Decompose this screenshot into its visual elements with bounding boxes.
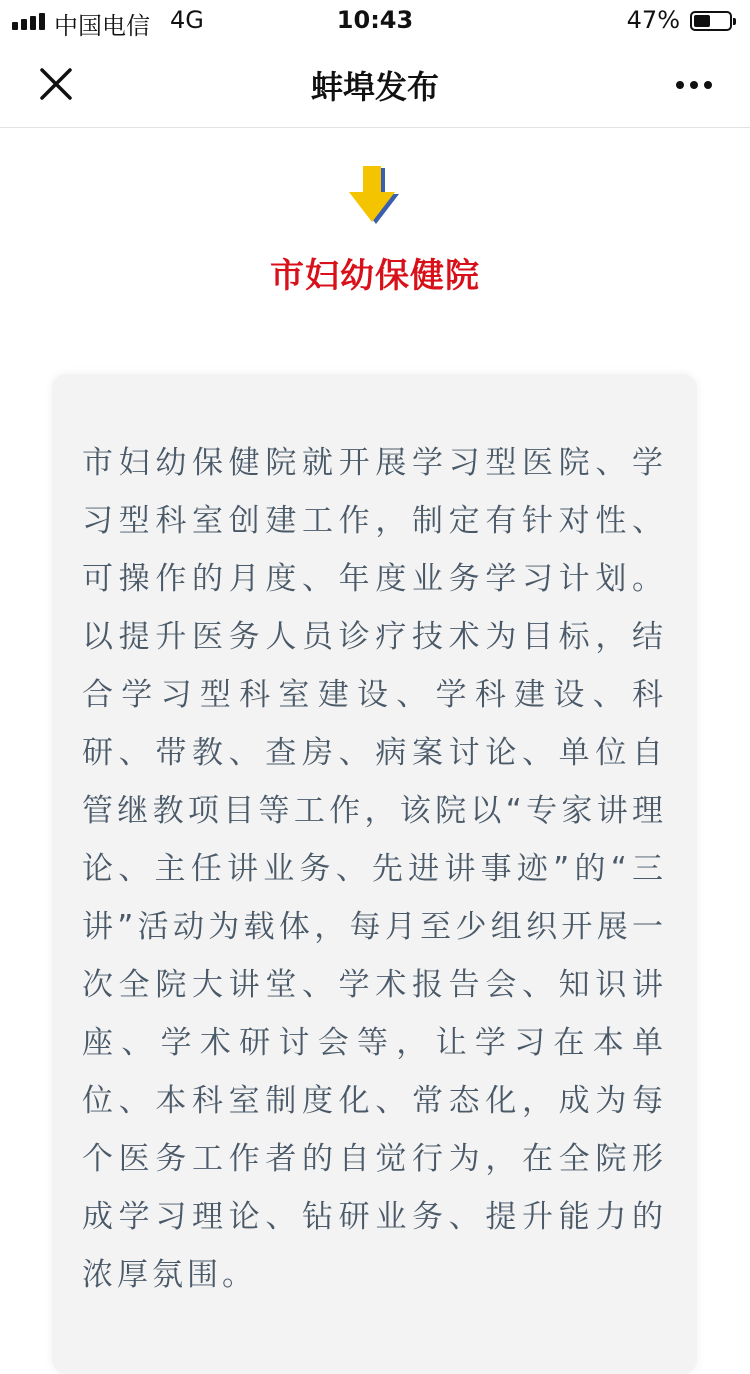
- nav-bar: [0, 42, 750, 128]
- battery-percentage: 47%: [626, 6, 680, 34]
- down-arrow-icon: [345, 164, 405, 228]
- status-time: 10:43: [336, 6, 414, 34]
- page-title: 蚌埠发布: [310, 68, 439, 106]
- more-icon[interactable]: [674, 68, 714, 102]
- network-type: 4G: [170, 6, 204, 34]
- section-title: 市妇幼保健院: [270, 256, 480, 296]
- battery-icon: [690, 11, 732, 31]
- status-bar: [0, 0, 750, 42]
- content-card: [52, 374, 697, 1374]
- article-paragraph: 市妇幼保健院就开展学习型医院、学习型科室创建工作，制定有针对性、可操作的月度、年度业务学习计划。以提升医务人员诊疗技术为目标，结合学习型科室建设、学科建设、科研、带教、查房、病案讨论、单位自管继教项目等工作，该院以“专家讲理论、主任讲业务、先进讲事迹”的“三讲”活动为载体，每月至少组织开展一次全院大讲堂、学术报告会、知识讲座、学术研讨会等，让学习在本单位、本科室制度化、常态化，成为每个医务工作者的自觉行为，在全院形成学习理论、钻研业务、提升能力的浓厚氛围。: [82, 445, 667, 1293]
- carrier-label: 中国电信: [54, 12, 150, 40]
